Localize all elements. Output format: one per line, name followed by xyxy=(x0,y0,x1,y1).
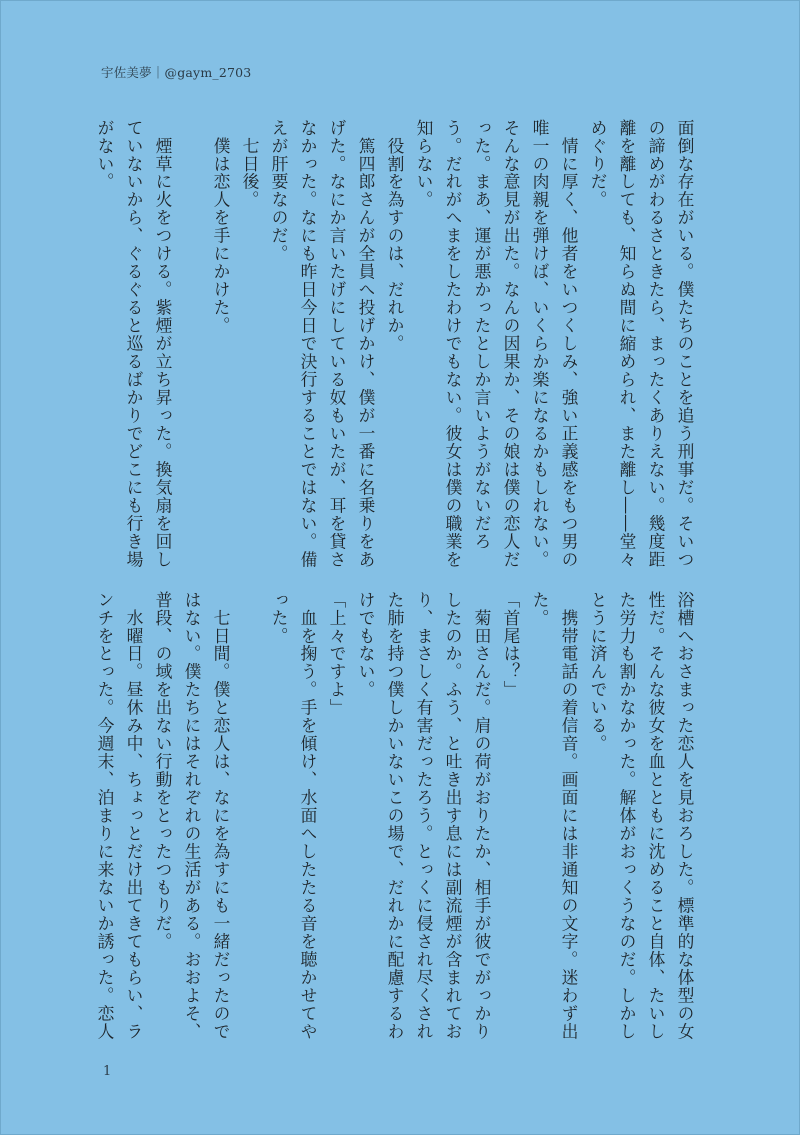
page-number: 1 xyxy=(103,1064,112,1079)
body-text-bottom: 浴槽へおさまった恋人を見おろした。標準的な体型の女性だ。そんな彼女を血とともに沈めること自体、たいした労力も割かなかった。解体がおっくうなのだ。しかしとうに済んでいる。 携帯電話の着信音。画面には非通知の文字。迷わず出た。 「首尾は？」 菊田さんだ。肩の荷がおりたか、相手が彼でがっかりしたのか。ふう、と吐き出す息には副流煙が含まれており、まさしく有害だったろう。とっくに侵され尽くされた肺を持つ僕しかいないこの場で、だれかに配慮するわけでもない。 「上々ですよ」 血を掬う。手を傾け、水面へしたたる音を聴かせてやった。 七日間。僕と恋人は、なにを為すにも一緒だったのではない。僕たちにはそれぞれの生活がある。おおよそ、普段、の域を出ない行動をとったつもりだ。 水曜日。昼休み中、ちょっとだけ出てきてもらい、ランチをとった。今週末、泊まりに来ないか誘った。恋人 xyxy=(95,591,695,1041)
author-credit: 宇佐美夢｜@gaym_2703 xyxy=(101,65,252,80)
body-text-top: 面倒な存在がいる。僕たちのことを追う刑事だ。そいつの諦めがわるさときたら、まったくありえない。幾度距離を離しても、知らぬ間に縮められ、また離し――堂々めぐりだ。 情に厚く、他者をいつくしみ、強い正義感をもつ男の唯一の肉親を弾けば、いくらか楽になるかもしれない。そんな意見が出た。なんの因果か、その娘は僕の恋人だった。まあ、運が悪かったとしか言いようがないだろう。だれがへまをしたわけでもない。彼女は僕の職業を知らない。 役割を為すのは、だれか。 篤四郎さんが全員へ投げかけ、僕が一番に名乗りをあげた。なにか言いたげにしている奴もいたが、耳を貸さなかった。なにも昨日今日で決行することではない。備えが肝要なのだ。 七日後。 僕は恋人を手にかけた。 煙草に火をつける。紫煙が立ち昇った。換気扇を回していないから、ぐるぐると巡るばかりでどこにも行き場がない。 xyxy=(95,119,695,569)
